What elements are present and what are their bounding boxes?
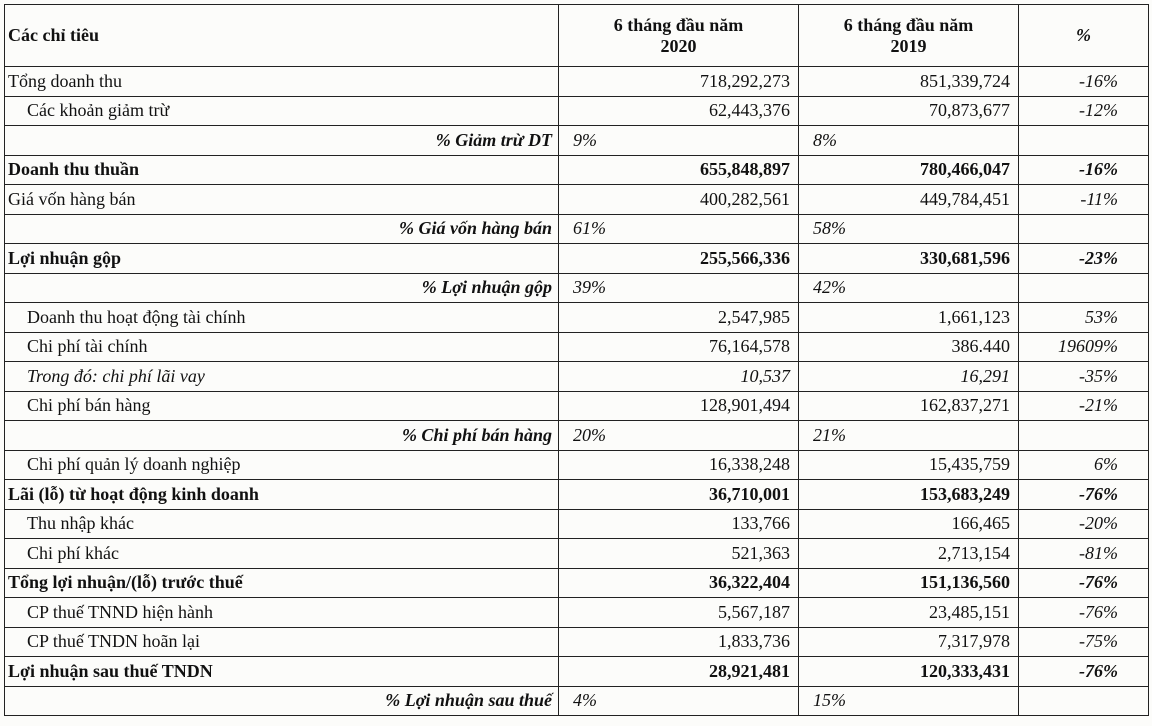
- change-percent: -23%: [1019, 244, 1149, 274]
- value-2019: 1,661,123: [799, 303, 1019, 333]
- change-percent: -21%: [1019, 391, 1149, 421]
- change-percent: 19609%: [1019, 332, 1149, 362]
- value-2020: 133,766: [559, 509, 799, 539]
- change-percent: -11%: [1019, 185, 1149, 215]
- ratio-label: % Lợi nhuận gộp: [5, 273, 559, 303]
- ratio-2019: 58%: [799, 214, 1019, 244]
- value-2019: 851,339,724: [799, 67, 1019, 97]
- value-2019: 70,873,677: [799, 96, 1019, 126]
- empty-cell: [1019, 126, 1149, 156]
- row-label: Chi phí khác: [5, 539, 559, 569]
- change-percent: -35%: [1019, 362, 1149, 392]
- header-indicator: Các chỉ tiêu: [5, 5, 559, 67]
- value-2019: 780,466,047: [799, 155, 1019, 185]
- table-row: [5, 67, 1149, 97]
- value-2020: 718,292,273: [559, 67, 799, 97]
- table-row: [5, 391, 1149, 421]
- row-label: Thu nhập khác: [5, 509, 559, 539]
- header-period-2019-line1: 6 tháng đầu năm: [843, 14, 974, 35]
- ratio-row: [5, 421, 1149, 451]
- value-2019: 153,683,249: [799, 480, 1019, 510]
- value-2020: 1,833,736: [559, 627, 799, 657]
- value-2020: 10,537: [559, 362, 799, 392]
- table-row: [5, 303, 1149, 333]
- table-row: [5, 657, 1149, 687]
- row-label: Chi phí bán hàng: [5, 391, 559, 421]
- ratio-2020: 39%: [559, 273, 799, 303]
- empty-cell: [1019, 214, 1149, 244]
- value-2019: 16,291: [799, 362, 1019, 392]
- table-row: [5, 627, 1149, 657]
- ratio-2020: 9%: [559, 126, 799, 156]
- table-row: [5, 480, 1149, 510]
- table-row: [5, 362, 1149, 392]
- row-label: Lợi nhuận sau thuế TNDN: [5, 657, 559, 687]
- ratio-label: % Giá vốn hàng bán: [5, 214, 559, 244]
- row-label: Lợi nhuận gộp: [5, 244, 559, 274]
- value-2019: 2,713,154: [799, 539, 1019, 569]
- ratio-label: % Giảm trừ DT: [5, 126, 559, 156]
- change-percent: -16%: [1019, 67, 1149, 97]
- value-2019: 7,317,978: [799, 627, 1019, 657]
- empty-cell: [1019, 421, 1149, 451]
- change-percent: -76%: [1019, 657, 1149, 687]
- row-label: Các khoản giảm trừ: [5, 96, 559, 126]
- table-row: [5, 539, 1149, 569]
- ratio-label: % Lợi nhuận sau thuế: [5, 686, 559, 716]
- value-2020: 28,921,481: [559, 657, 799, 687]
- value-2020: 36,322,404: [559, 568, 799, 598]
- ratio-2019: 15%: [799, 686, 1019, 716]
- ratio-label: % Chi phí bán hàng: [5, 421, 559, 451]
- change-percent: -81%: [1019, 539, 1149, 569]
- value-2020: 62,443,376: [559, 96, 799, 126]
- value-2020: 36,710,001: [559, 480, 799, 510]
- ratio-2020: 20%: [559, 421, 799, 451]
- row-label: Chi phí quản lý doanh nghiệp: [5, 450, 559, 480]
- row-label: CP thuế TNND hiện hành: [5, 598, 559, 628]
- row-label: Tổng lợi nhuận/(lỗ) trước thuế: [5, 568, 559, 598]
- change-percent: -16%: [1019, 155, 1149, 185]
- table-row: [5, 155, 1149, 185]
- header-period-2019: [799, 5, 1019, 67]
- value-2019: 166,465: [799, 509, 1019, 539]
- header-period-2020-line1: 6 tháng đầu năm: [613, 14, 744, 35]
- value-2019: 15,435,759: [799, 450, 1019, 480]
- table-row: [5, 332, 1149, 362]
- income-statement-table: [4, 4, 1149, 716]
- change-percent: -76%: [1019, 568, 1149, 598]
- value-2020: 76,164,578: [559, 332, 799, 362]
- table-row: [5, 598, 1149, 628]
- row-label: Doanh thu thuần: [5, 155, 559, 185]
- change-percent: -76%: [1019, 598, 1149, 628]
- income-statement-sheet: [4, 4, 1148, 716]
- header-period-2019-line2: 2019: [890, 35, 927, 56]
- table-row: [5, 450, 1149, 480]
- value-2019: 120,333,431: [799, 657, 1019, 687]
- row-label: Giá vốn hàng bán: [5, 185, 559, 215]
- value-2019: 330,681,596: [799, 244, 1019, 274]
- row-label: CP thuế TNDN hoãn lại: [5, 627, 559, 657]
- table-row: [5, 568, 1149, 598]
- value-2019: 23,485,151: [799, 598, 1019, 628]
- ratio-row: [5, 214, 1149, 244]
- table-row: [5, 244, 1149, 274]
- value-2019: 151,136,560: [799, 568, 1019, 598]
- change-percent: -12%: [1019, 96, 1149, 126]
- table-row: [5, 96, 1149, 126]
- row-label: Chi phí tài chính: [5, 332, 559, 362]
- change-percent: -20%: [1019, 509, 1149, 539]
- header-period-2020-line2: 2020: [660, 35, 697, 56]
- row-label: Trong đó: chi phí lãi vay: [5, 362, 559, 392]
- value-2020: 400,282,561: [559, 185, 799, 215]
- value-2020: 255,566,336: [559, 244, 799, 274]
- value-2020: 128,901,494: [559, 391, 799, 421]
- value-2020: 5,567,187: [559, 598, 799, 628]
- row-label: Doanh thu hoạt động tài chính: [5, 303, 559, 333]
- ratio-2020: 4%: [559, 686, 799, 716]
- ratio-2019: 42%: [799, 273, 1019, 303]
- value-2019: 449,784,451: [799, 185, 1019, 215]
- empty-cell: [1019, 686, 1149, 716]
- value-2020: 2,547,985: [559, 303, 799, 333]
- change-percent: -76%: [1019, 480, 1149, 510]
- value-2019: 386.440: [799, 332, 1019, 362]
- row-label: Tổng doanh thu: [5, 67, 559, 97]
- header-row: [5, 5, 1149, 67]
- change-percent: 53%: [1019, 303, 1149, 333]
- value-2019: 162,837,271: [799, 391, 1019, 421]
- row-label: Lãi (lỗ) từ hoạt động kinh doanh: [5, 480, 559, 510]
- header-change: %: [1019, 5, 1149, 67]
- ratio-row: [5, 126, 1149, 156]
- ratio-2019: 21%: [799, 421, 1019, 451]
- value-2020: 16,338,248: [559, 450, 799, 480]
- value-2020: 521,363: [559, 539, 799, 569]
- ratio-row: [5, 273, 1149, 303]
- change-percent: 6%: [1019, 450, 1149, 480]
- change-percent: -75%: [1019, 627, 1149, 657]
- empty-cell: [1019, 273, 1149, 303]
- ratio-row: [5, 686, 1149, 716]
- ratio-2020: 61%: [559, 214, 799, 244]
- table-row: [5, 185, 1149, 215]
- ratio-2019: 8%: [799, 126, 1019, 156]
- table-row: [5, 509, 1149, 539]
- value-2020: 655,848,897: [559, 155, 799, 185]
- header-period-2020: [559, 5, 799, 67]
